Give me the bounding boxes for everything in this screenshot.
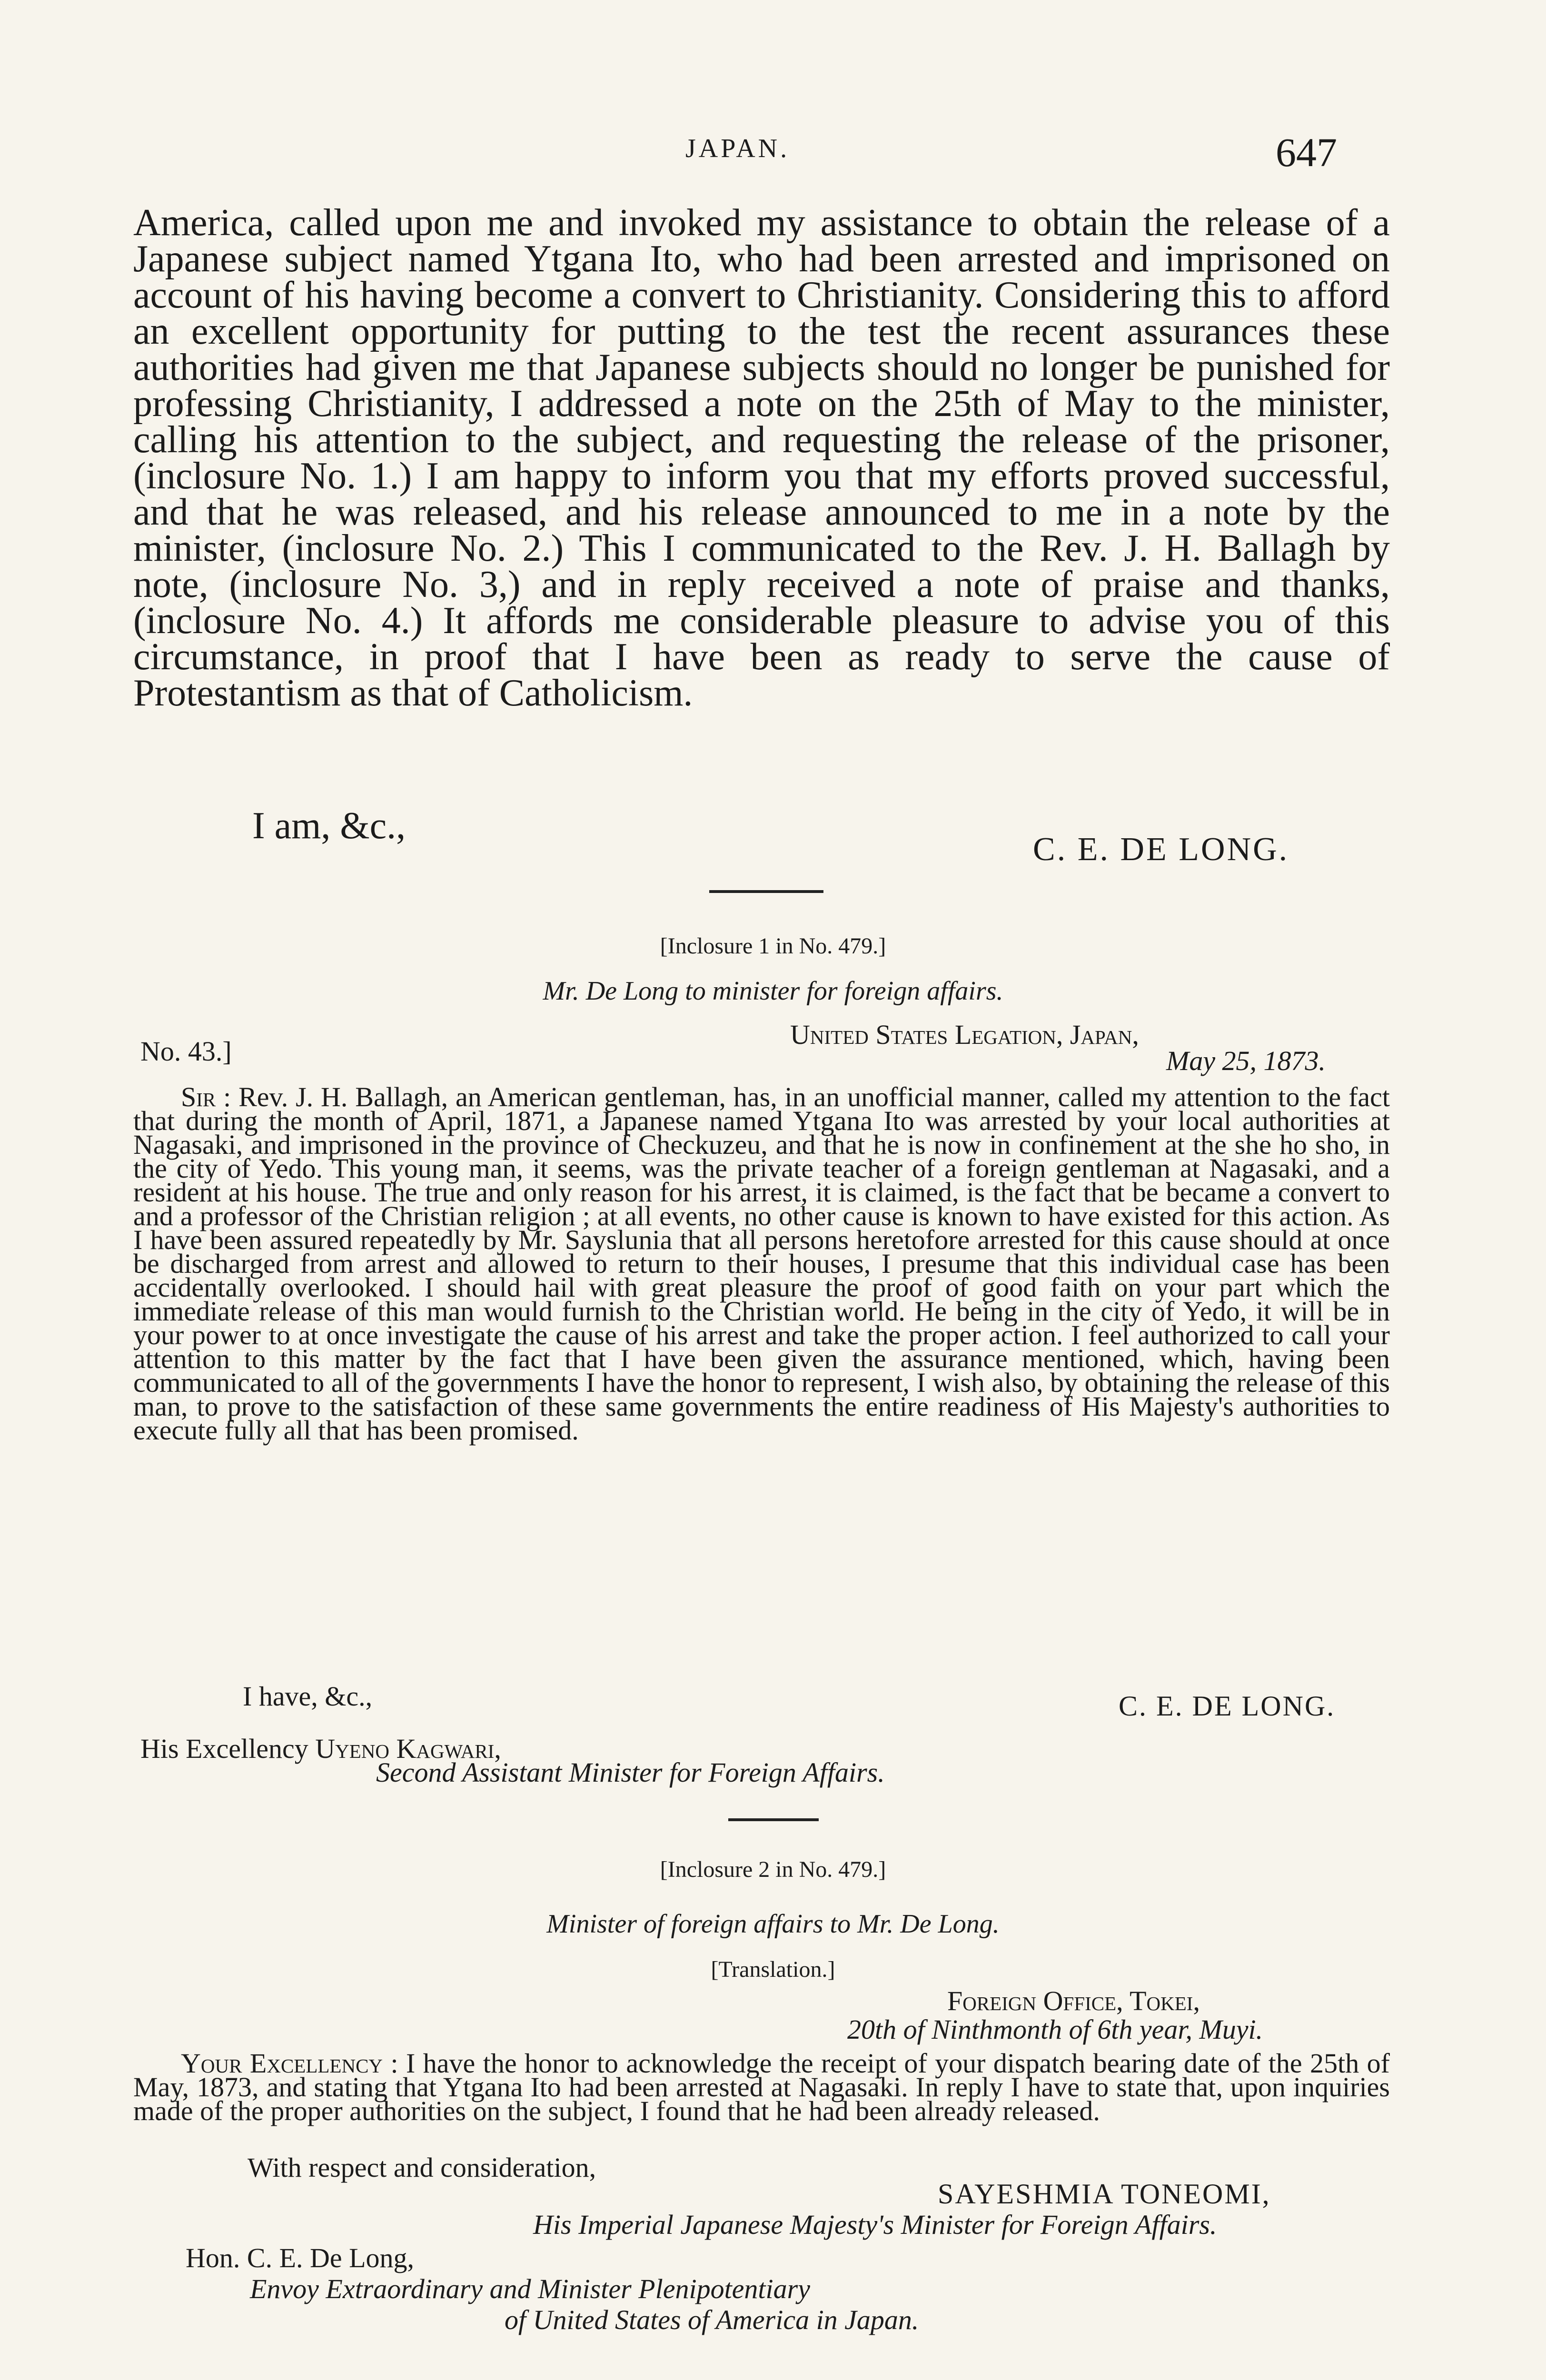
inclosure2-addressee-title1: Envoy Extraordinary and Minister Plenipotentiary [250, 2273, 810, 2304]
page-number: 647 [1276, 129, 1337, 175]
section-divider [728, 1818, 819, 1821]
inclosure1-addressee-prefix: His Excellency [140, 1733, 308, 1764]
inclosure1-salutation: Sir : [181, 1081, 231, 1112]
inclosure2-addressee-name: Hon. C. E. De Long, [186, 2242, 415, 2273]
inclosure2-date: 20th of Ninthmonth of 6th year, Muyi. [847, 2014, 1263, 2045]
inclosure2-addressee-title2: of United States of America in Japan. [505, 2304, 919, 2335]
letter-closing: I am, &c., [252, 805, 406, 847]
inclosure2-signature-title: His Imperial Japanese Majesty's Minister for Foreign Affairs. [533, 2209, 1217, 2240]
inclosure1-text [133, 1081, 1390, 1446]
inclosure1-number: No. 43.] [140, 1036, 232, 1067]
letter-signature: C. E. DE LONG. [1033, 831, 1289, 868]
inclosure2-place: Foreign Office, Tokei, [947, 1985, 1200, 2016]
inclosure1-addressee-title: Second Assistant Minister for Foreign Affairs. [376, 1757, 885, 1788]
inclosure1-addressee-name: Uyeno Kagwari, [315, 1733, 501, 1764]
running-title: JAPAN. [685, 134, 790, 163]
inclosure2-title: Minister of foreign affairs to Mr. De Long. [546, 1909, 1000, 1939]
inclosure1-title: Mr. De Long to minister for foreign affairs. [543, 976, 1003, 1006]
page-header [0, 129, 1546, 186]
inclosure2-closing: With respect and consideration, [248, 2152, 596, 2183]
section-divider [709, 890, 823, 893]
inclosure2-body: I have the honor to acknowledge the receipt of your dispatch bearing date of the 25th of May, 1873, and stating that Ytgana Ito had been arrested at Nagasaki. In reply I have to state that, upon inquiries made of the proper authorities on the subject, I found that he had been already released. [133, 2048, 1390, 2126]
inclosure1-heading: [Inclosure 1 in No. 479.] [660, 933, 886, 959]
inclosure1-signature: C. E. DE LONG. [1119, 1690, 1336, 1722]
inclosure1-place: United States Legation, Japan, [790, 1019, 1139, 1050]
inclosure1-closing: I have, &c., [243, 1681, 373, 1712]
letter-body: America, called upon me and invoked my assistance to obtain the release of a Japanese subject named Ytgana Ito, who had been arrested and imprisoned on account of his having become a convert to Christianity. Considering this to afford an excellent opportunity for putting to the test the recent assurances these authorities had given me that Japanese subjects should no longer be punished for professing Christianity, I addressed a note on the 25th of May to the minister, calling his attention to the subject, and requesting the release of the prisoner, (inclosure No. 1.) I am happy to inform you that my efforts proved successful, and that he was released, and his release announced to me in a note by the minister, (inclosure No. 2.) This I communicated to the Rev. J. H. Ballagh by note, (inclosure No. 3,) and in reply received a note of praise and thanks, (inclosure No. 4.) It affords me considerable pleasure to advise you of this circumstance, in proof that I have been as ready to serve the cause of Protestantism as that of Catholicism. [133, 202, 1390, 714]
inclosure2-heading: [Inclosure 2 in No. 479.] [660, 1857, 886, 1882]
inclosure2-salutation: Your Excellency : [181, 2048, 398, 2079]
inclosure1-body: Rev. J. H. Ballagh, an American gentleman, has, in an unofficial manner, called my attention to the fact that during the month of April, 1871, a Japanese named Ytgana Ito was arrested by your local authorities at Nagasaki, and imprisoned in the province of Checkuzeu, and that he is now in confinement at the she ho sho, in the city of Yedo. This young man, it seems, was the private teacher of a foreign gentleman at Nagasaki, and a resident at his house. The true and only reason for his arrest, it is claimed, is the fact that be became a convert to and a professor of the Christian religion ; at all events, no other cause is known to have existed for this action. As I have been assured repeatedly by Mr. Sayslunia that all persons heretofore arrested for this cause should at once be discharged from arrest and allowed to return to their houses, I presume that this individual case has been accidentally overlooked. I should hail with great pleasure the proof of good faith on your part which the immediate release of this man would furnish to the Christian world. He being in the city of Yedo, it will be in your power to at once investigate the cause of his arrest and take the proper action. I feel authorized to call your attention to this matter by the fact that I have been given the assurance mentioned, which, having been communicated to all of the governments I have the honor to represent, I wish also, by obtaining the release of this man, to prove to the satisfaction of these same governments the entire readiness of His Majesty's authorities to execute fully all that has been promised. [133, 1081, 1390, 1446]
inclosure1-date: May 25, 1873. [1166, 1045, 1326, 1076]
inclosure2-signature: SAYESHMIA TONEOMI, [938, 2178, 1271, 2210]
inclosure2-text [133, 2048, 1390, 2126]
inclosure2-translation: [Translation.] [711, 1957, 835, 1982]
